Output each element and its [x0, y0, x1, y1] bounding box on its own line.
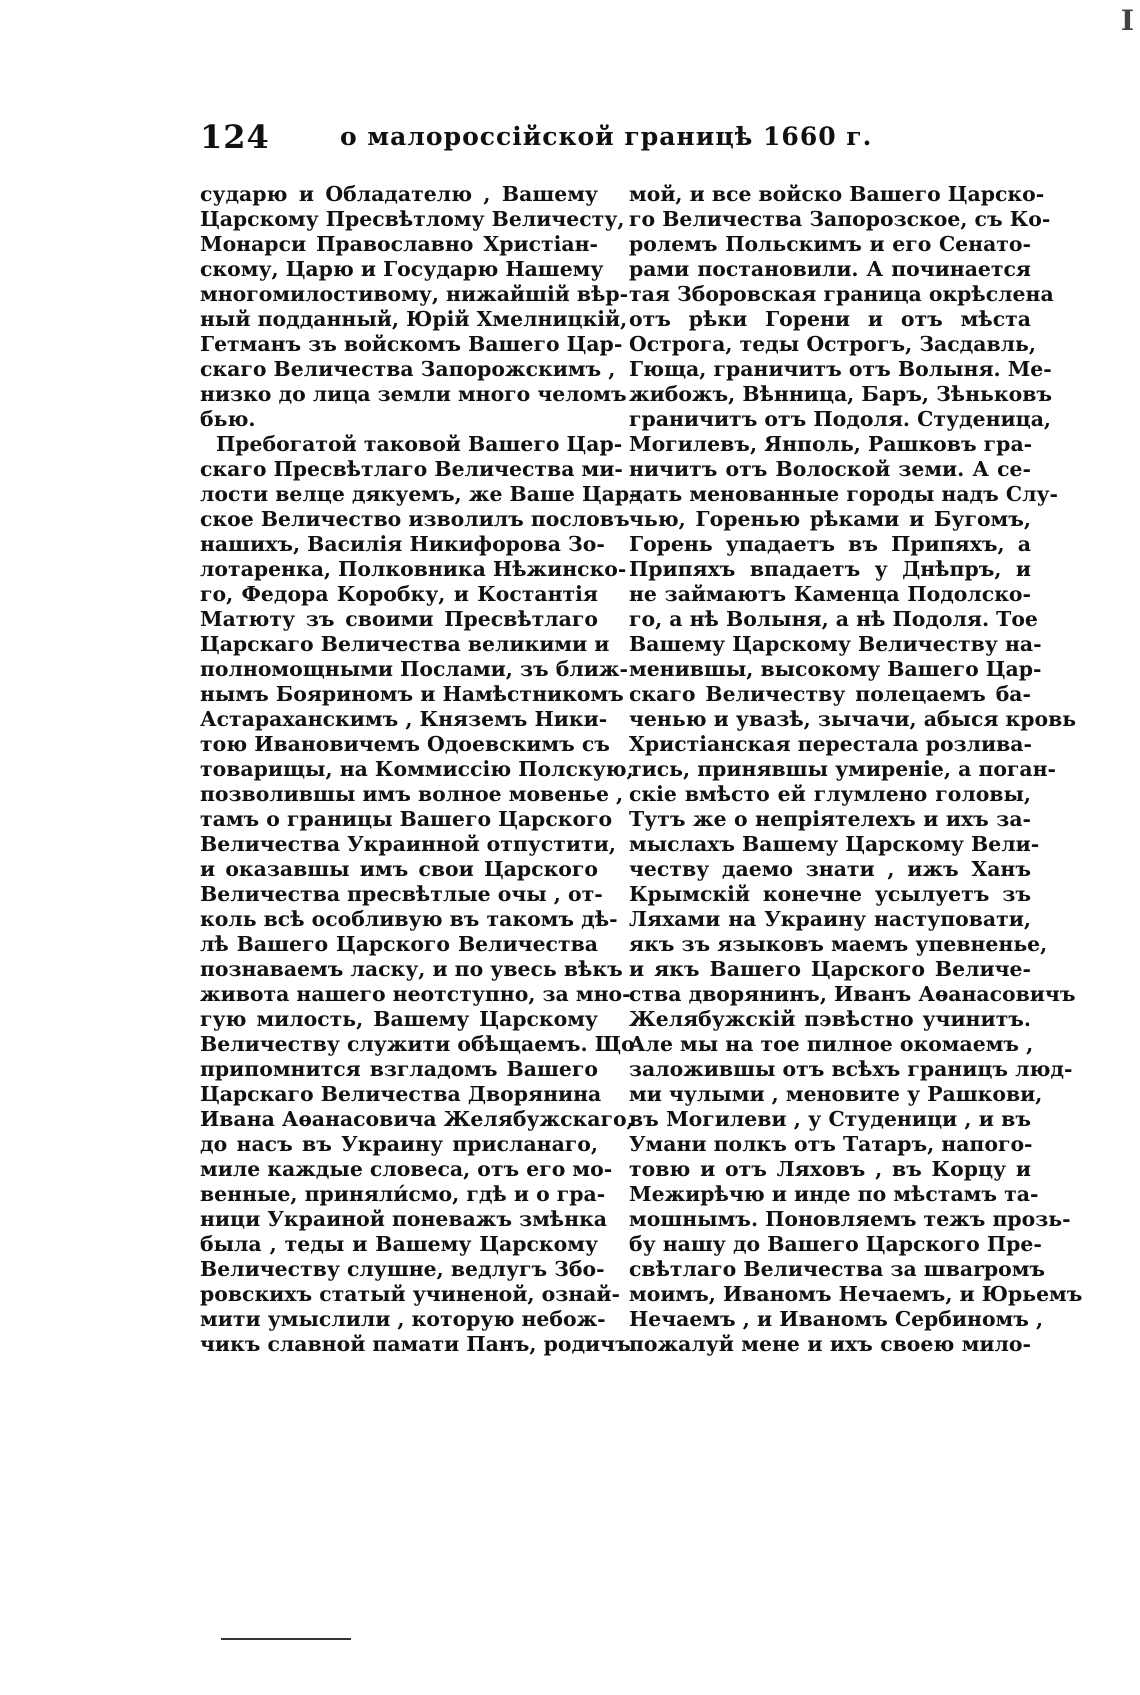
text-line: якъ зъ языковъ маемъ упевненье, — [629, 932, 1048, 956]
text-line: познаваемъ ласку, и по увесь вѣкъ — [200, 957, 623, 981]
text-line: Вашему Царскому Величеству на- — [629, 632, 1042, 656]
text-line: честву даемо знати , ижъ Ханъ — [629, 857, 1031, 881]
text-line: скаго Пресвѣтлаго Величества ми- — [200, 457, 623, 481]
text-line: менившы, высокому Вашего Цар- — [629, 657, 1042, 681]
page-number: 124 — [200, 118, 270, 156]
text-line: въ Могилеви , у Студеници , и въ — [629, 1107, 1031, 1131]
text-line: товю и отъ Ляховъ , въ Корцу и — [629, 1157, 1031, 1181]
text-line: Острога, теды Острогъ, Засдавль, — [629, 332, 1036, 356]
left-text-column — [200, 182, 638, 1357]
text-line: ный подданный, Юрій Хмелницкій, — [200, 307, 628, 331]
bottom-rule — [221, 1638, 351, 1640]
running-title: о малороссійской границѣ 1660 г. — [340, 122, 873, 151]
text-line: мыслахъ Вашему Царскому Вели- — [629, 832, 1040, 856]
text-line: ченью и увазѣ, зычачи, абыся кровь — [629, 707, 1077, 731]
text-line: отъ рѣки Горени и отъ мѣста — [629, 307, 1031, 331]
text-line: Крымскій конечне усылуетъ зъ — [629, 882, 1031, 906]
text-line: дать менованные городы надъ Слу- — [629, 482, 1058, 506]
text-line: го, Федора Коробку, и Костантія — [200, 582, 598, 606]
text-line: Гетманъ зъ войскомъ Вашего Цар- — [200, 332, 623, 356]
text-line: Желябужскій пэвѣстно учинитъ. — [629, 1007, 1031, 1031]
text-line: мой, и все войско Вашего Царско- — [629, 182, 1045, 206]
text-line: Ляхами на Украину наступовати, — [629, 907, 1031, 931]
text-line: скому, Царю и Государю Нашему — [200, 257, 604, 281]
text-line: ровскихъ статый учиненой, ознай- — [200, 1282, 620, 1306]
text-line: товарищы, на Коммиссію Полскую, — [200, 757, 634, 781]
text-line: была , теды и Вашему Царскому — [200, 1232, 598, 1256]
text-line: Величеству служити обѣщаемъ. Що — [200, 1032, 635, 1056]
text-line: Але мы на тое пилное окомаемъ , — [629, 1032, 1034, 1056]
text-line: Умани полкъ отъ Татаръ, напого- — [629, 1132, 1033, 1156]
text-line: Величеству слушне, ведлугъ Збо- — [200, 1257, 605, 1281]
text-line: сударю и Обладателю , Вашему — [200, 182, 598, 206]
text-line: граничитъ отъ Подоля. Студеница, — [629, 407, 1052, 431]
text-line: Припяхъ впадаетъ у Днѣпръ, и — [629, 557, 1031, 581]
text-line: низко до лица земли много челомъ — [200, 382, 627, 406]
text-line: Тутъ же о непріятелехъ и ихъ за- — [629, 807, 1031, 831]
text-line: Монарси Православно Христіан- — [200, 232, 598, 256]
text-line: скіе вмѣсто ей глумлено головы, — [629, 782, 1031, 806]
text-line: позволившы имъ волное мовенье , — [200, 782, 624, 806]
text-line: лѣ Вашего Царского Величества — [200, 932, 598, 956]
text-line: Могилевъ, Янполь, Рашковъ гра- — [629, 432, 1033, 456]
text-line: ми чулыми , меновите у Рашкови, — [629, 1082, 1043, 1106]
text-line: венные, приняли́смо, гдѣ и о гра- — [200, 1182, 606, 1206]
text-line: Горень упадаетъ въ Припяхъ, а — [629, 532, 1031, 556]
text-line: рами постановили. А починается — [629, 257, 1031, 281]
text-line: мошнымъ. Поновляемъ тежъ прозь- — [629, 1207, 1071, 1231]
text-line: свѣтлаго Величества за шваrромъ — [629, 1257, 1046, 1281]
text-line: чикъ славной памати Панъ, родичъ — [200, 1332, 631, 1356]
text-line: лотаренка, Полковника Нѣжинско- — [200, 557, 627, 581]
text-line: и оказавшы имъ свои Царского — [200, 857, 598, 881]
text-line: полномощными Послами, зъ ближ- — [200, 657, 628, 681]
text-line: ское Величество изволилъ пословъ — [200, 507, 630, 531]
text-line: го Величества Запорозское, съ Ко- — [629, 207, 1051, 231]
text-line: Величества пресвѣтлые очы , от- — [200, 882, 603, 906]
text-line: тись, принявшы умиреніе, а поган- — [629, 757, 1057, 781]
text-line: Царскому Пресвѣтлому Величесту, — [200, 207, 625, 231]
text-line: жибожъ, Вѣнница, Баръ, Зѣньковъ — [629, 382, 1053, 406]
text-line: Гюща, граничитъ отъ Волыня. Ме- — [629, 357, 1052, 381]
text-line: Царскаго Величества Дворянина — [200, 1082, 602, 1106]
text-line: Астараханскимъ , Княземъ Ники- — [200, 707, 608, 731]
text-line: ства дворянинъ, Иванъ Аѳанасовичъ — [629, 982, 1076, 1006]
margin-mark: I — [1120, 4, 1134, 37]
text-line: тою Ивановичемъ Одоевскимъ съ — [200, 732, 610, 756]
text-line: Царскаго Величества великими и — [200, 632, 610, 656]
right-text-column — [629, 182, 1083, 1357]
text-line: го, а нѣ Волыня, а нѣ Подоля. Тое — [629, 607, 1038, 631]
text-line: ничитъ отъ Волоской земи. А се- — [629, 457, 1031, 481]
text-line: ници Украиной поневажъ змѣнка — [200, 1207, 608, 1231]
text-line: Пребогатой таковой Вашего Цар- — [216, 432, 623, 456]
text-line: скаго Величеству полецаемъ ба- — [629, 682, 1031, 706]
text-line: мити умыслили , которую небож- — [200, 1307, 606, 1331]
text-line: заложившы отъ всѣхъ границъ люд- — [629, 1057, 1073, 1081]
text-line: Матюту зъ своими Пресвѣтлаго — [200, 607, 598, 631]
text-line: лости велце дякуемъ, же Ваше Цар- — [200, 482, 638, 506]
text-line: гую милость, Вашему Царскому — [200, 1007, 598, 1031]
page-header — [200, 118, 940, 168]
text-line: ролемъ Польскимъ и его Сенато- — [629, 232, 1031, 256]
text-line: миле каждые словеса, отъ его мо- — [200, 1157, 613, 1181]
text-line: припомнится взгладомъ Вашего — [200, 1057, 598, 1081]
text-line: Ивана Аѳанасовича Желябужскаго, — [200, 1107, 634, 1131]
text-line: коль всѣ особливую въ такомъ дѣ- — [200, 907, 618, 931]
text-line: моимъ, Иваномъ Нечаемъ, и Юрьемъ — [629, 1282, 1083, 1306]
text-line: нашихъ, Василія Никифорова Зо- — [200, 532, 605, 556]
text-line: до насъ въ Украину присланаго, — [200, 1132, 598, 1156]
text-line: бу нашу до Вашего Царского Пре- — [629, 1232, 1042, 1256]
text-line: Величества Украинной отпустити, — [200, 832, 616, 856]
text-line: Нечаемъ , и Иваномъ Сербиномъ , — [629, 1307, 1044, 1331]
text-line: пожалуй мене и ихъ своею мило- — [629, 1332, 1031, 1356]
text-line: тая Зборовская граница окрѣслена — [629, 282, 1054, 306]
text-line: бью. — [200, 407, 256, 431]
text-line: и якъ Вашего Царского Величе- — [629, 957, 1031, 981]
text-line: нымъ Бояриномъ и Намѣстникомъ — [200, 682, 624, 706]
text-line: скаго Величества Запорожскимъ , — [200, 357, 616, 381]
text-line: не займаютъ Каменца Подолско- — [629, 582, 1031, 606]
text-line: тамъ о границы Вашего Царского — [200, 807, 613, 831]
text-line: Христіанская перестала розлива- — [629, 732, 1032, 756]
text-line: многомилостивому, нижайшій вѣр- — [200, 282, 629, 306]
text-line: живота нашего неотступно, за мно- — [200, 982, 631, 1006]
text-line: Межирѣчю и инде по мѣстамъ та- — [629, 1182, 1039, 1206]
text-line: чью, Гоpенью рѣками и Бугомъ, — [629, 507, 1031, 531]
